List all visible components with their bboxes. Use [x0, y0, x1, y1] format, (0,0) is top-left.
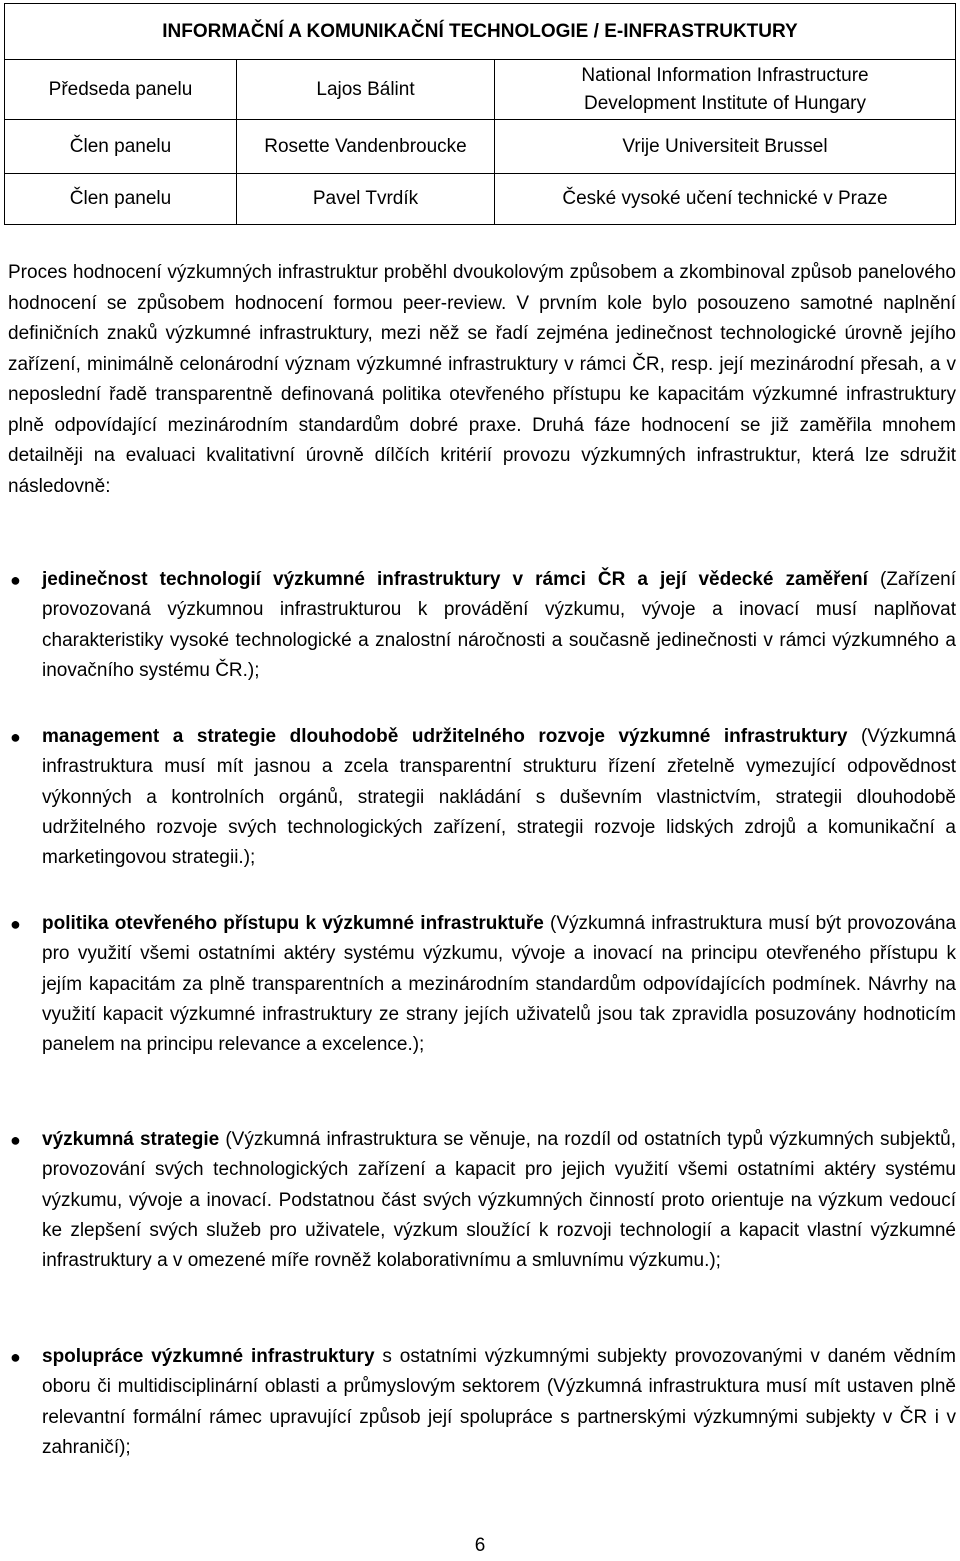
- panel-role: Člen panelu: [5, 174, 237, 224]
- intro-paragraph: Proces hodnocení výzkumných infrastruktur proběhl dvoukolovým způsobem a zkombinoval způsob panelového hodnocení se způsobem hodnocení formou peer-review. V prvním kole bylo posouzeno samotné naplnění definičních znaků výzkumné infrastruktury, mezi něž se řadí zejména jedinečnost technologické úrovně jejího zařízení, minimálně celonárodní význam výzkumné infrastruktury v rámci ČR, resp. její mezinárodní přesah, a v neposlední řadě transparentně definovaná politika otevřeného přístupu ke kapacitám výzkumné infrastruktury plně odpovídající mezinárodním standardům dobré praxe. Druhá fáze hodnocení se již zaměřila mnohem detailněji na evaluaci kvalitativní úrovně dílčích kritérií provozu výzkumných infrastruktur, která lze sdružit následovně:: [8, 262, 956, 497]
- panel-row-member: [5, 120, 955, 174]
- bullet-icon: ●: [10, 727, 21, 747]
- list-item: [10, 565, 956, 686]
- criterion-heading: management a strategie dlouhodobě udržitelného rozvoje výzkumné infrastruktury: [42, 726, 848, 747]
- list-item: [10, 722, 956, 873]
- criterion-heading: výzkumná strategie: [42, 1129, 220, 1150]
- criterion-text: (Výzkumná infrastruktura musí být provozována pro využití všemi ostatními aktéry systému výzkumu, vývoje a inovací na principu otevřeného přístupu k jejím kapacitám za plně transparentních a mezinárodním standardům odpovídajících podmínek. Návrhy na využití kapacit výzkumné infrastruktury ze strany jejích uživatelů jsou tak zpravidla posuzovány hodnoticím panelem na principu relevance a excelence.);: [42, 913, 957, 1056]
- panel-institution: Vrije Universiteit Brussel: [622, 135, 828, 157]
- panel-member-name: Rosette Vandenbroucke: [237, 120, 495, 173]
- criterion-text: s ostatními výzkumnými subjekty provozovanými v daném vědním oboru či multidisciplinární oblasti a průmyslovým sektorem (Výzkumná infrastruktura musí mít ustaven plně relevantní formální rámec upravující způsob její spolupráce s partnerskými výzkumnými subjekty v ČR i v zahraničí);: [42, 1346, 956, 1458]
- criterion-heading: politika otevřeného přístupu k výzkumné infrastruktuře: [42, 913, 544, 934]
- panel-table: [4, 3, 956, 225]
- criterion-text: (Výzkumná infrastruktura musí mít jasnou a zcela transparentní strukturu řízení zřetelně vymezující odpovědnost výkonných a kontrolních orgánů, strategii nakládání s duševním vlastnictvím, strategii dlouhodobě udržitelného rozvoje svých technologických zařízení, strategii rozvoje lidských zdrojů a komunikační a marketingovou strategii.);: [42, 726, 956, 869]
- panel-row-member: [5, 174, 955, 224]
- criterion-heading: spolupráce výzkumné infrastruktury: [42, 1346, 375, 1367]
- panel-role: Člen panelu: [5, 120, 237, 173]
- panel-member-name: Pavel Tvrdík: [237, 174, 495, 224]
- criterion-text: (Zařízení provozovaná výzkumnou infrastrukturou k provádění výzkumu, vývoje a inovací musí naplňovat charakteristiky vysoké technologické a znalostní náročnosti a současně jedinečnosti v rámci výzkumného a inovačního systému ČR.);: [42, 569, 956, 681]
- bullet-icon: ●: [10, 914, 21, 934]
- panel-member-name: Lajos Bálint: [237, 60, 495, 119]
- panel-institution: České vysoké učení technické v Praze: [562, 188, 888, 209]
- panel-row-chair: [5, 60, 955, 120]
- panel-institution: National Information Infrastructure Development Institute of Hungary: [581, 64, 869, 114]
- bullet-icon: ●: [10, 1347, 21, 1367]
- list-item: [10, 909, 957, 1060]
- bullet-icon: ●: [10, 570, 21, 590]
- list-item: [10, 1125, 957, 1276]
- criterion-heading: jedinečnost technologií výzkumné infrastruktury v rámci ČR a její vědecké zaměření: [42, 569, 868, 590]
- page-number: 6: [474, 1535, 486, 1556]
- panel-title: INFORMAČNÍ A KOMUNIKAČNÍ TECHNOLOGIE / E-INFRASTRUKTURY: [5, 4, 955, 60]
- list-item: [10, 1342, 956, 1463]
- panel-role: Předseda panelu: [5, 60, 237, 119]
- criterion-text: (Výzkumná infrastruktura se věnuje, na rozdíl od ostatních typů výzkumných subjektů, provozování svých technologických zařízení a kapacit pro jejich využití všemi ostatními aktéry systému výzkumu, vývoje a inovací. Podstatnou část svých výzkumných činností proto orientuje na výzkum vedoucí ke zlepšení svých služeb pro uživatele, výzkum sloužící k rozvoji technologií a kapacit vlastní výzkumné infrastruktury a v omezené míře rovněž kolaborativnímu a smluvnímu výzkumu.);: [42, 1129, 957, 1272]
- bullet-icon: ●: [10, 1130, 21, 1150]
